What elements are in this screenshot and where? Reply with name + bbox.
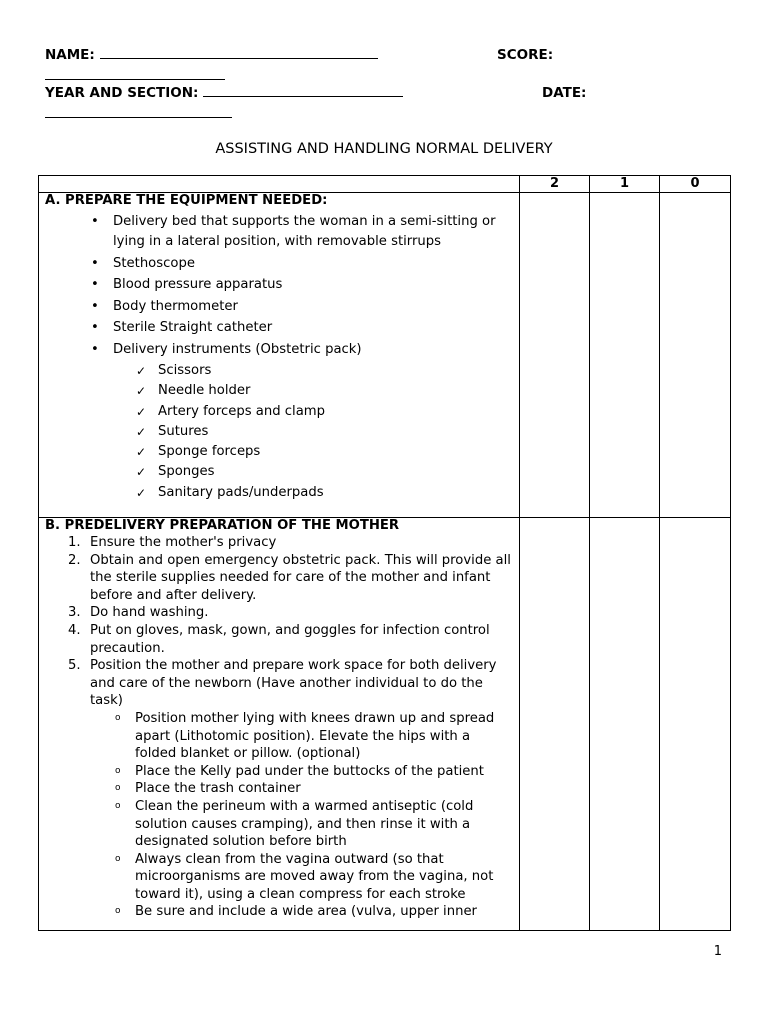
list-item: 4. Put on gloves, mask, gown, and goggles for infection control precaution. [68,622,490,656]
checkmark-icon: ✓ [136,424,147,439]
checkmark-icon: ✓ [136,404,147,419]
section-b-cell [39,518,520,931]
bullet-icon: • [91,320,99,335]
list-item: o Always clean from the vagina outward (so that microorganisms are moved away from the vagina, not toward it), using a clean compress for each stroke [115,851,494,902]
score-col-2: 2 [520,176,590,193]
list-item: o Place the trash container [115,781,301,797]
list-item: 1. Ensure the mother's privacy [68,535,277,550]
list-item: ✓ Sponge forceps [39,442,519,462]
procedure-header-cell [39,176,520,193]
list-item: o Be sure and include a wide area (vulva, upper inner [115,904,477,920]
section-a-cell [39,193,520,518]
circle-bullet-icon: o [115,765,121,776]
list-item: ✓ Needle holder [39,381,519,401]
checklist-table [38,175,731,931]
score-line [497,47,553,63]
name-label: NAME: [45,47,95,63]
section-a-row [39,193,731,518]
date-blank [45,106,232,118]
list-item: ✓ Scissors [39,361,519,381]
circle-bullet-icon: o [115,783,121,794]
list-item: • Body thermometer [39,297,519,317]
circle-bullet-icon: o [115,800,121,811]
list-item: • Delivery bed that supports the woman in a semi-sitting or lying in a lateral position, with removable stirrups [91,214,496,249]
checkmark-icon: ✓ [136,384,147,399]
checkmark-icon: ✓ [136,364,147,378]
score-header-row [39,176,731,193]
score-cell[interactable] [520,518,590,931]
name-blank [100,47,378,59]
list-item: 3. Do hand washing. [68,605,209,621]
year-section-blank [203,85,403,97]
score-cell[interactable] [660,518,731,931]
page-title: ASSISTING AND HANDLING NORMAL DELIVERY [215,141,553,157]
list-item: o Place the Kelly pad under the buttocks of the patient [115,763,484,779]
equipment-list [39,212,519,360]
list-item: o Position mother lying with knees drawn up and spread apart (Lithotomic position). Elevate the hips with a folded blanket or pillow. (optional) [115,710,495,762]
score-cell[interactable] [590,193,660,518]
checkmark-icon: ✓ [136,485,147,500]
list-item: • Stethoscope [39,254,519,274]
bullet-icon: • [91,277,99,292]
bullet-icon: • [91,255,99,271]
list-item: • Delivery instruments (Obstetric pack) [39,340,519,360]
list-item: 2. Obtain and open emergency obstetric pack. This will provide all the sterile supplies needed for care of the mother and infant before and after delivery. [68,552,511,603]
circle-bullet-icon: o [115,906,121,917]
list-item: ✓ Sutures [39,422,519,442]
sub-steps-list [39,710,519,921]
steps-list [39,534,519,710]
score-cell[interactable] [660,193,731,518]
list-item: ✓ Artery forceps and clamp [39,402,519,422]
date-line [542,85,586,101]
list-item: 5. Position the mother and prepare work space for both delivery and care of the newborn (Have another individual to do the task) [68,658,497,709]
circle-bullet-icon: o [115,853,121,864]
year-section-label: YEAR AND SECTION: [45,85,199,101]
list-item: • Sterile Straight catheter [39,318,519,338]
score-blank [45,68,225,80]
score-cell[interactable] [520,193,590,518]
section-a-heading: A. PREPARE THE EQUIPMENT NEEDED: [45,193,328,208]
bullet-icon: • [91,298,99,314]
checkmark-icon: ✓ [136,445,147,460]
section-b-heading: B. PREDELIVERY PREPARATION OF THE MOTHER [45,518,400,533]
list-item: o Clean the perineum with a warmed antiseptic (cold solution causes cramping), and then rinse it with a designated solution before birth [115,798,474,850]
score-col-0: 0 [660,176,731,193]
year-section-line [45,85,403,101]
page-number: 1 [713,944,722,959]
score-cell[interactable] [590,518,660,931]
score-blank-line [45,68,225,84]
instrument-sublist [39,361,519,503]
name-line [45,47,378,63]
list-item: ✓ Sanitary pads/underpads [39,483,519,503]
date-blank-line [45,106,232,122]
section-b-row [39,518,731,931]
date-label: DATE: [542,85,587,101]
score-col-1: 1 [590,176,660,193]
checkmark-icon: ✓ [136,465,147,480]
list-item: ✓ Sponges [39,462,519,482]
score-label: SCORE: [497,47,554,63]
bullet-icon: • [91,341,99,357]
list-item: • Blood pressure apparatus [39,275,519,295]
circle-bullet-icon: o [115,712,121,723]
bullet-icon: • [91,214,99,229]
